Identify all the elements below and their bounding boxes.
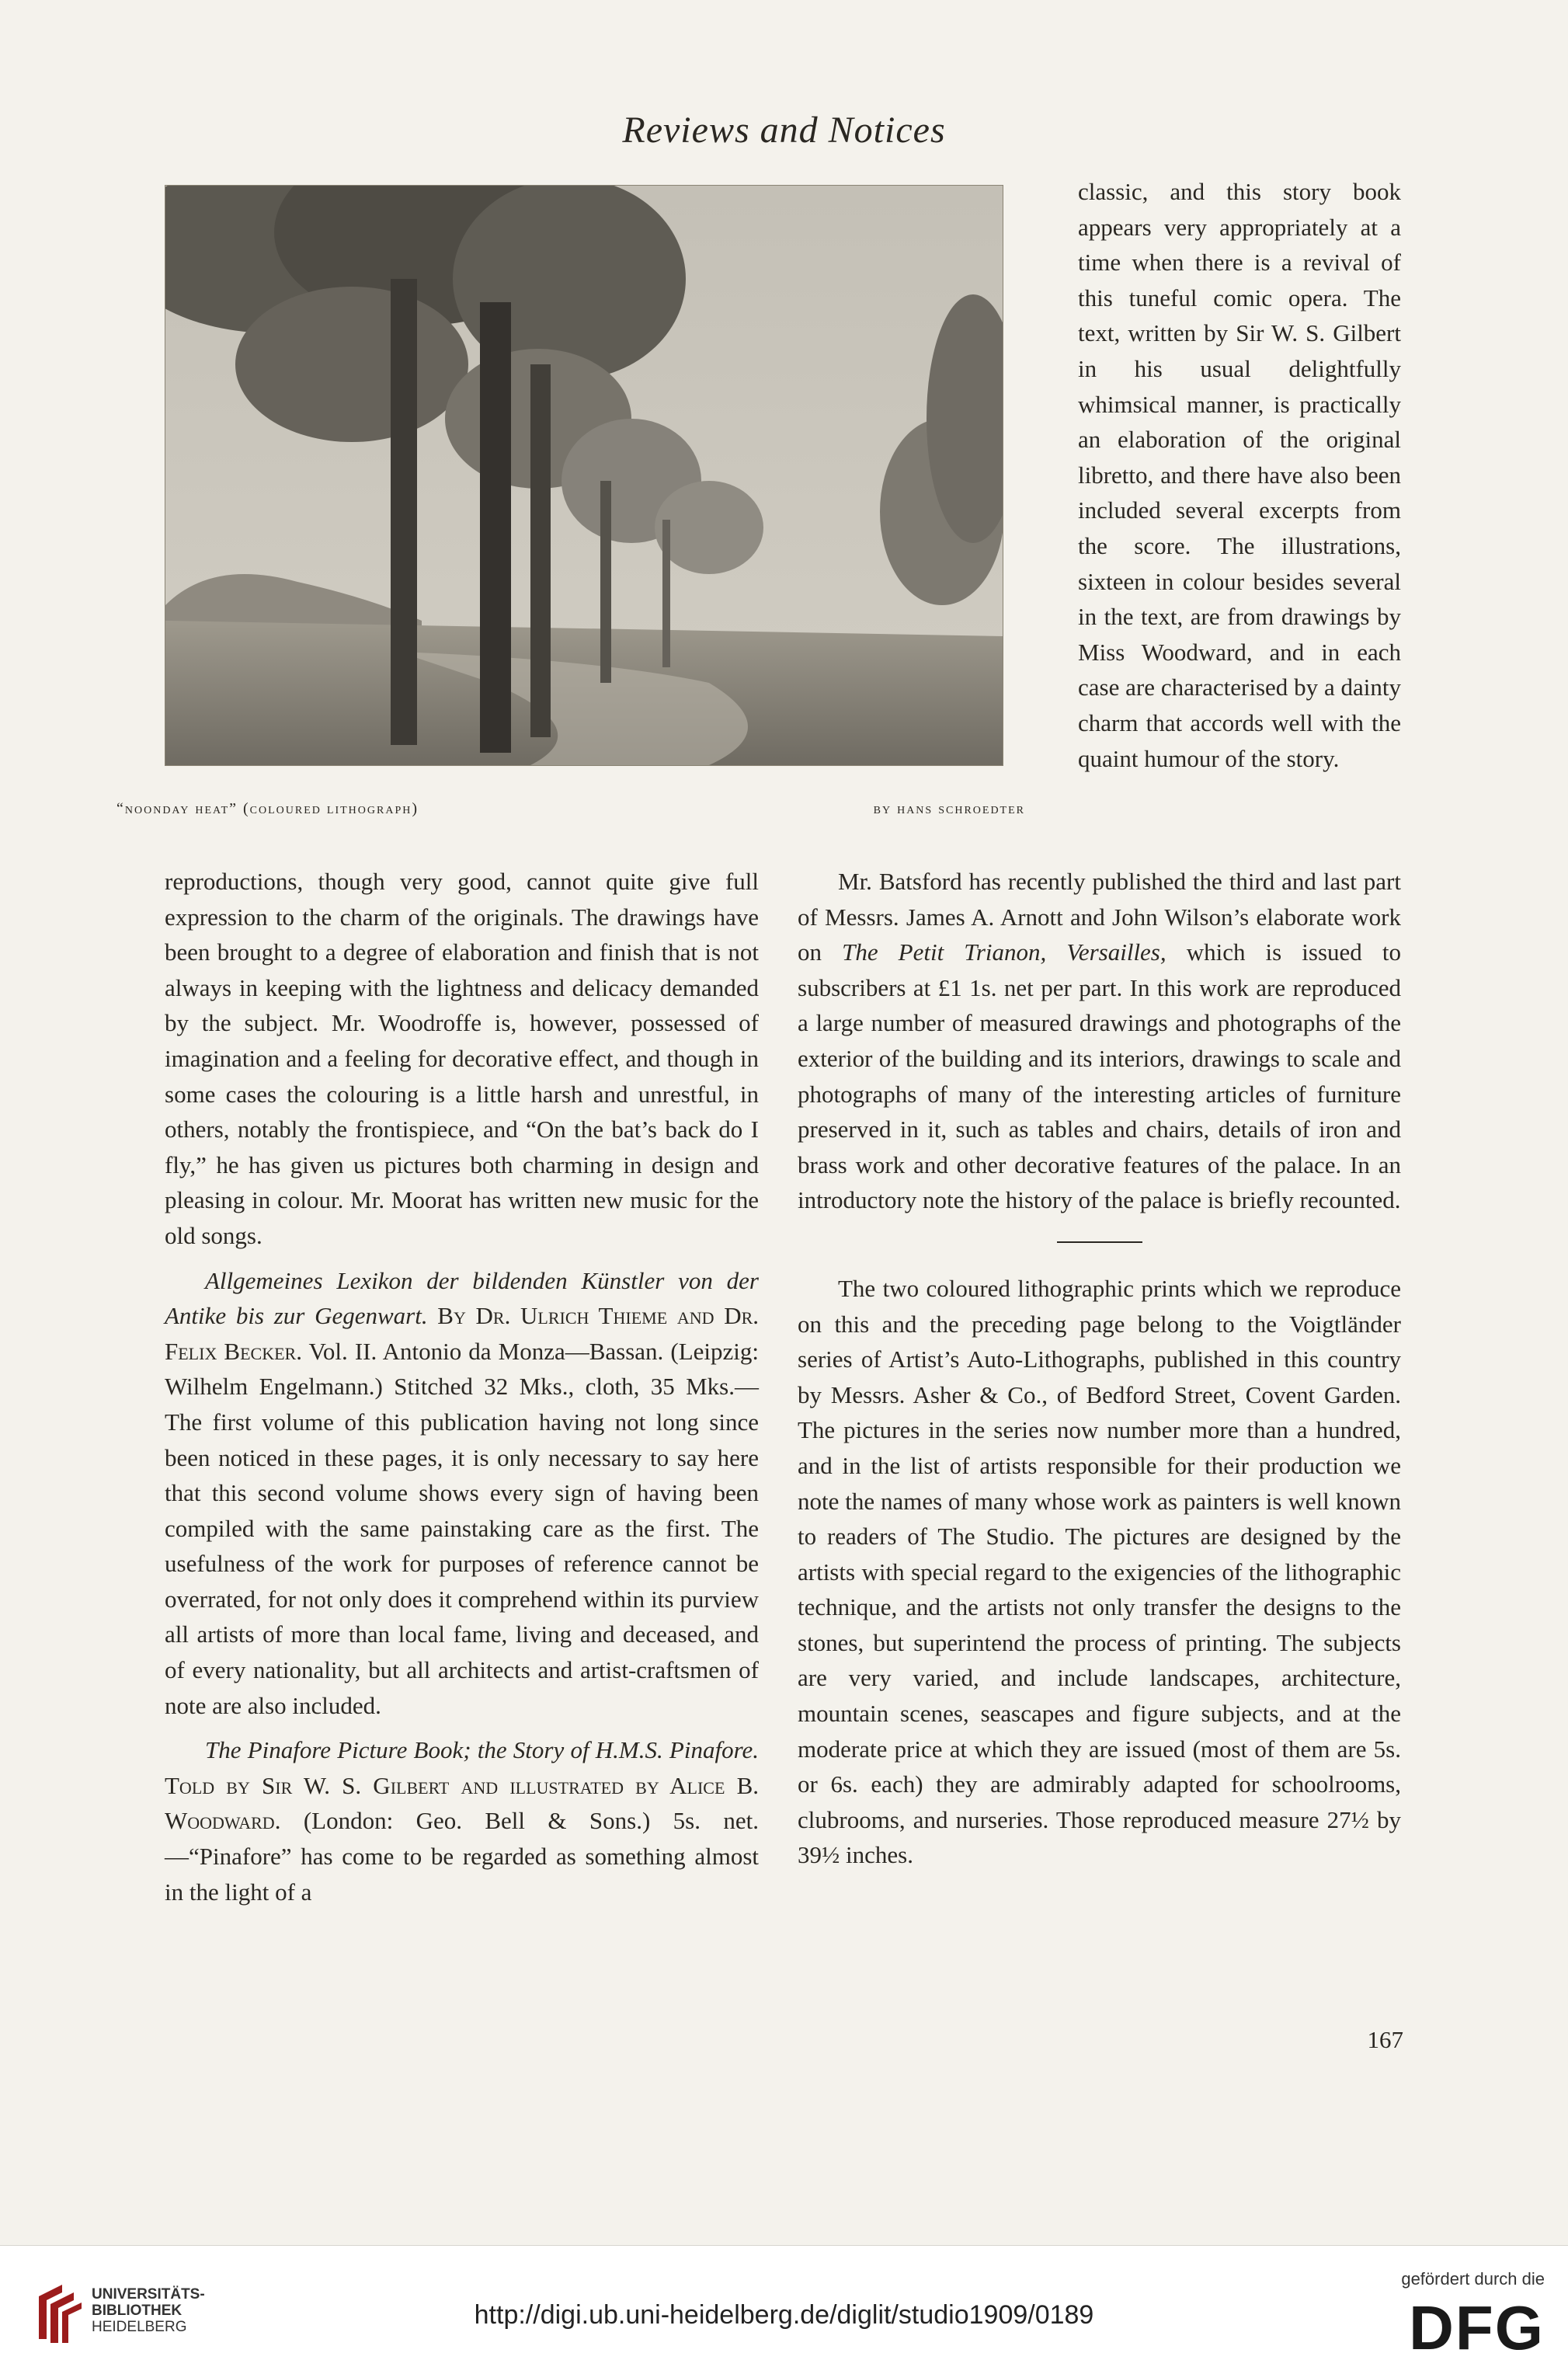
right-column — [798, 864, 1401, 1873]
trianon-text-a: Mr. Batsford has recently published the third and last part of Messrs. James A. Arnott and John Wilson’s elaborate work on — [798, 868, 1401, 966]
digitization-footer — [0, 2245, 1568, 2374]
right-paragraph-trianon — [798, 864, 1401, 1218]
left-column — [165, 864, 759, 1909]
lexikon-authors: By Dr. Ulrich Thieme and Dr. Felix Becker. — [165, 1302, 759, 1365]
caption-artist: by hans schroedter — [873, 800, 1025, 817]
right-paragraph-lithographs: The two coloured lithographic prints which we reproduce on this and the preceding page belong to the Voigtländer series of Artist’s Auto-Lithographs, published in this country by Messrs. Asher & Co., of Bedford Street, Covent Garden. The pictures in the series now number more than a hundred, and in the list of artists responsible for their production we note the names of many whose work as painters is well known to readers of The Studio. The pictures are designed by the artists with special regard to the exigencies of the lithographic technique, and the artists not only transfer the designs to the stones, but superintend the process of printing. The subjects are very varied, and include landscapes, architecture, mountain scenes, seascapes and figure subjects, and at the moderate price at which they are issued (most of them are 5s. or 6s. each) they are admirably adapted for schoolrooms, clubrooms, and nurseries. Those reproduced measure 27½ by 39½ inches. — [798, 1274, 1401, 1869]
lexikon-text: Vol. II. Antonio da Monza—Bassan. (Leipzig: Wilhelm Engelmann.) Stitched 32 Mks., cloth, 35 Mks.—The first volume of this publication having not long since been noticed in these pages, it is only necessary to say here that this second volume shows every sign of having been compiled with the same painstaking care as the first. The usefulness of the work for purposes of reference cannot be overrated, for not only does it comprehend within its purview all artists of more than local fame, living and deceased, and of every nationality, but all architects and artist-craftsmen of note are also included. — [165, 1337, 760, 1719]
section-divider — [1057, 1241, 1142, 1243]
library-name-line2: BIBLIOTHEK — [92, 2303, 183, 2319]
pinafore-title: The Pinafore Picture Book; the Story of H.M.S. Pinafore. — [205, 1736, 759, 1764]
page-number: 167 — [1367, 2026, 1403, 2053]
landscape-picture — [165, 186, 1003, 765]
pinafore-text: (London: Geo. Bell & Sons.) 5s. net.—“Pinafore” has come to be regarded as something almost in the light of a — [165, 1807, 759, 1906]
permalink-url[interactable]: http://digi.ub.uni-heidelberg.de/diglit/studio1909/0189 — [474, 2300, 1094, 2330]
caption-title: “noonday heat” (coloured lithograph) — [116, 800, 419, 817]
left-paragraph-lexikon — [165, 1263, 759, 1724]
text-beside-figure — [1078, 174, 1401, 776]
library-name-line3: HEIDELBERG — [92, 2319, 187, 2335]
pinafore-credits: Told by Sir W. S. Gilbert and illustrated by Alice B. Woodward. — [165, 1771, 759, 1835]
dfg-logo[interactable]: DFG — [1409, 2293, 1545, 2362]
lexikon-title: Allgemeines Lexikon der bildenden Künstler von der Antike bis zur Gegenwart. — [165, 1266, 759, 1330]
sidebar-paragraph: classic, and this story book appears very appropriately at a time when there is a revival of this tuneful comic opera. The text, written by Sir W. S. Gilbert in his usual delightfully whimsical manner, is practically an elaboration of the original libretto, and there have also been included several excerpts from the score. The illustrations, sixteen in colour besides several in the text, are from drawings by Miss Woodward, and in each case are characterised by a dainty charm that accords well with the quaint humour of the story. — [1078, 178, 1401, 772]
left-paragraph-pinafore — [165, 1732, 759, 1909]
running-title: Reviews and Notices — [622, 110, 946, 151]
left-paragraph-1: reproductions, though very good, cannot quite give full expression to the charm of the originals. The drawings have been brought to a degree of elaboration and finish that is not always in keeping with the lightness and delicacy demanded by the subject. Mr. Woodroffe is, however, possessed of imagination and a feeling for decorative effect, and though in some cases the colouring is a little harsh and unrestful, in others, notably the frontispiece, and “On the bat’s back do I fly,” he has given us pictures both charming in design and pleasing in colour. Mr. Moorat has written new music for the old songs. — [165, 868, 759, 1249]
trianon-text-b: which is issued to subscribers at £1 1s. net per part. In this work are reproduced a large number of measured drawings and photographs of the exterior of the building and its interiors, drawings to scale and photographs of many of the interesting articles of furniture preserved in it, such as tables and chairs, details of iron and brass work and other decorative features of the palace. In an introductory note the history of the palace is briefly recounted. — [798, 938, 1401, 1214]
trianon-title: The Petit Trianon, Versailles, — [842, 938, 1166, 966]
funding-label: gefördert durch die — [1401, 2269, 1545, 2289]
lithograph-illustration — [165, 185, 1003, 766]
library-name-line1: UNIVERSITÄTS- — [92, 2286, 205, 2303]
